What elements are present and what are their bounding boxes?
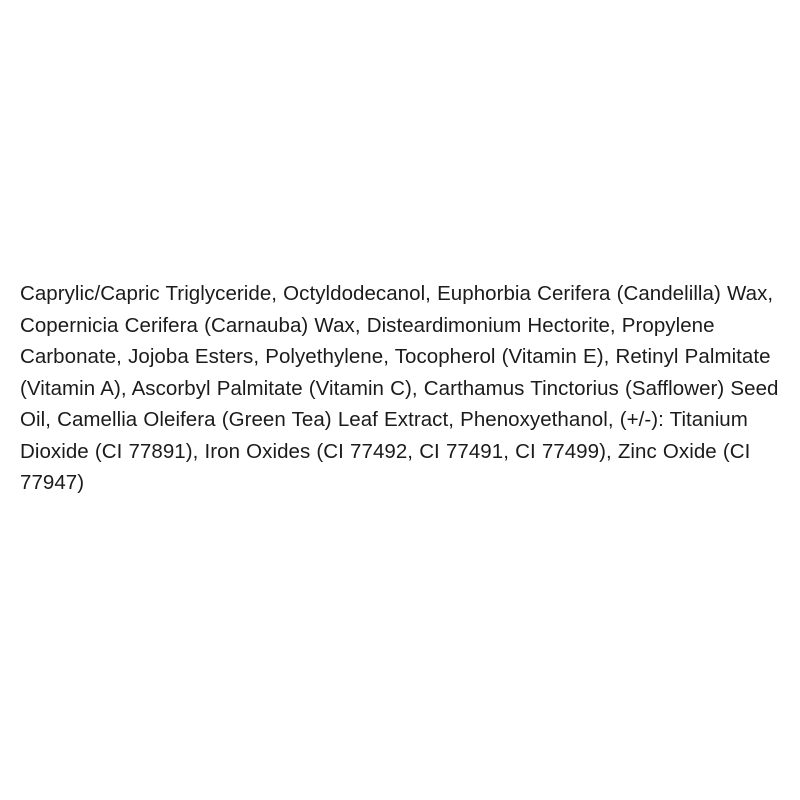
ingredients-block	[20, 278, 785, 499]
ingredients-paragraph: Caprylic/Capric Triglyceride, Octyldodecanol, Euphorbia Cerifera (Candelilla) Wax, Copernicia Cerifera (Carnauba) Wax, Disteardimonium Hectorite, Propylene Carbonate, Jojoba Esters, Polyethylene, Tocopherol (Vitamin E), Retinyl Palmitate (Vitamin A), Ascorbyl Palmitate (Vitamin C), Carthamus Tinctorius (Safflower) Seed Oil, Camellia Oleifera (Green Tea) Leaf Extract, Phenoxyethanol, (+/-): Titanium Dioxide (CI 77891), Iron Oxides (CI 77492, CI 77491, CI 77499), Zinc Oxide (CI 77947)	[20, 282, 785, 494]
